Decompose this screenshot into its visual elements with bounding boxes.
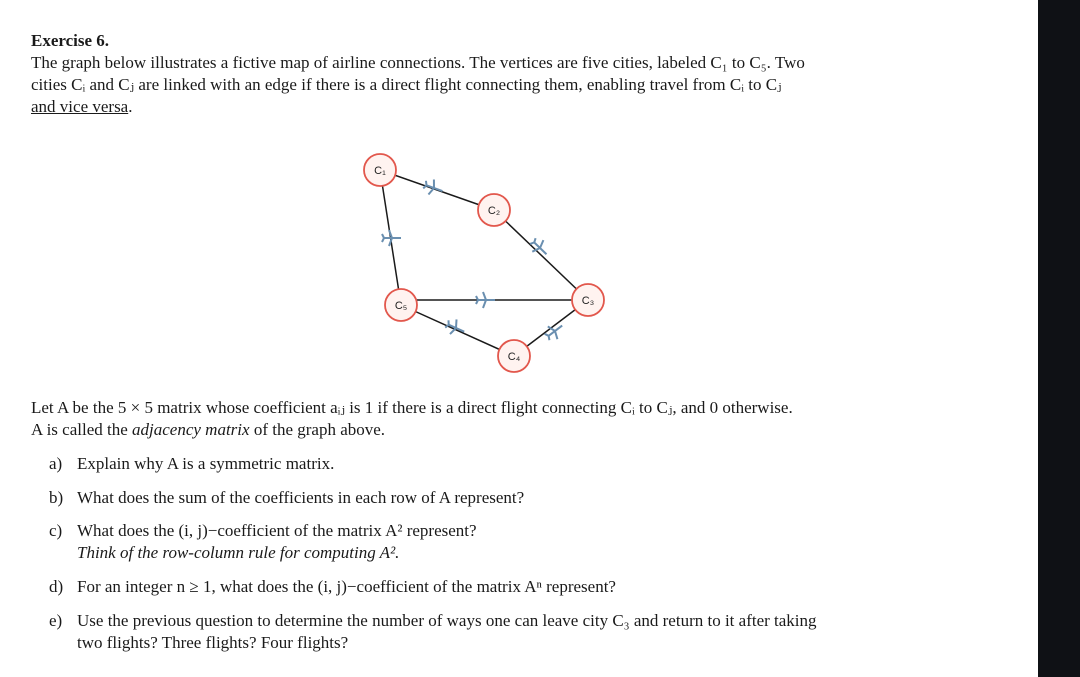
question-text-continued: two flights? Three flights? Four flights? [77,633,349,652]
question-c [31,520,943,564]
question-block [31,397,943,654]
question-label: e) [49,611,63,630]
definition-term: adjacency matrix [132,420,250,439]
exercise-title: Exercise 6. [31,31,110,50]
question-text: Use the previous question to determine the number of ways one can leave city C₃ and return to it after taking [77,611,817,630]
node-label: C₃ [581,295,595,307]
node-c2 [478,194,510,226]
node-c5 [385,289,417,321]
question-text: Explain why A is a symmetric matrix. [77,454,335,473]
definition-prefix: A is called the [31,420,133,439]
edge-c2-c3 [494,210,588,300]
intro-line-1: The graph below illustrates a fictive map of airline connections. The vertices are five cities, labeled C₁ to C₅. Two [31,53,805,72]
airplane-icon [476,292,495,308]
node-c4 [498,340,530,372]
intro-underlined: and vice versa [31,97,129,116]
node-c3 [572,284,604,316]
question-d [31,576,943,598]
node-c1 [364,154,396,186]
question-text: What does the (i, j)−coefficient of the matrix A² represent? [77,521,477,540]
question-text: For an integer n ≥ 1, what does the (i, j)−coefficient of the matrix Aⁿ represent? [77,577,616,596]
intro-line-3 [31,96,943,118]
question-a [31,453,943,475]
question-label: d) [49,577,64,596]
intro-period: . [128,97,133,116]
question-label: b) [49,488,64,507]
graph-svg [350,148,640,380]
node-label: C₂ [487,205,501,217]
node-label: C₄ [507,351,521,363]
definition-suffix: of the graph above. [249,420,386,439]
node-label: C₁ [374,165,386,177]
airplane-icon [422,177,445,199]
dark-side-panel [1038,0,1080,677]
question-label: c) [49,521,63,540]
question-label: a) [49,454,63,473]
question-b [31,487,943,509]
definition-line-2 [31,419,943,441]
airplane-icon [444,317,468,339]
question-hint: Think of the row-column rule for computing A². [77,543,400,562]
node-label: C₅ [394,300,408,312]
question-text: What does the sum of the coefficients in each row of A represent? [77,488,525,507]
definition-line-1: Let A be the 5 × 5 matrix whose coefficient aᵢⱼ is 1 if there is a direct flight connecting Cᵢ to Cⱼ, and 0 otherwise. [31,398,793,417]
intro-line-2: cities Cᵢ and Cⱼ are linked with an edge if there is a direct flight connecting them, enabling travel from Cᵢ to Cⱼ [31,75,782,94]
airplane-icon [527,235,552,260]
question-e [31,610,943,654]
exercise-block [31,30,943,118]
airline-graph [350,148,640,385]
edge-c5-c4 [401,305,514,356]
